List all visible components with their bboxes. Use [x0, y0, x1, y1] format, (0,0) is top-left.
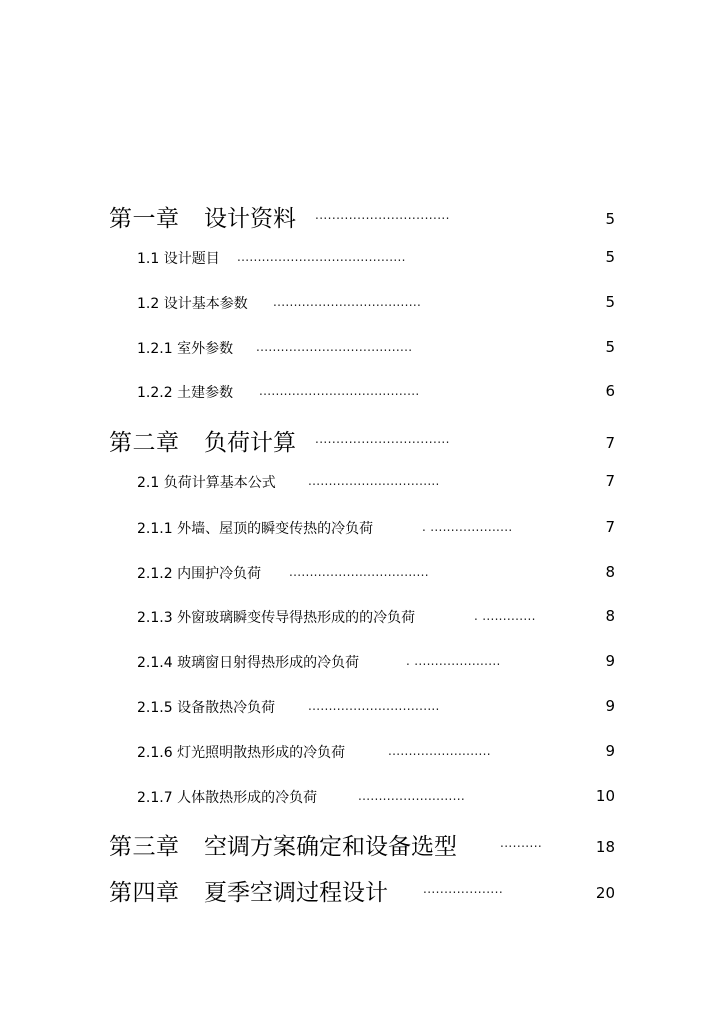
toc-item-text: 1.1 设计题目 [137, 251, 220, 267]
dot-leader: .......................... [358, 789, 465, 803]
dot-leader: ...................................... [256, 340, 413, 354]
page-number: 5 [605, 293, 615, 311]
toc-chapter-2[interactable] [0, 422, 724, 458]
dot-leader: . .................... [422, 520, 513, 534]
chapter-title: 设计资料 [204, 206, 296, 232]
toc-item-1-2-2[interactable] [0, 382, 724, 418]
dot-leader: ................................ [315, 208, 450, 222]
dot-leader: ................................ [308, 699, 440, 713]
dot-leader: .................................... [273, 295, 422, 309]
toc-item-text: 2.1.1 外墙、屋顶的瞬变传热的冷负荷 [137, 521, 374, 537]
page-number: 5 [605, 338, 615, 356]
toc-chapter-3[interactable] [0, 826, 724, 862]
page-number: 9 [605, 652, 615, 670]
page-number: 5 [605, 210, 615, 228]
toc-item-text: 2.1.5 设备散热冷负荷 [137, 700, 276, 716]
dot-leader: . ..................... [406, 654, 501, 668]
dot-leader: .......... [500, 836, 543, 850]
toc-item-2-1-6[interactable] [0, 742, 724, 778]
dot-leader: ................................ [308, 474, 440, 488]
dot-leader: ......................................... [237, 250, 406, 264]
page-number: 20 [595, 884, 615, 902]
toc-item-text: 1.2 设计基本参数 [137, 296, 248, 312]
dot-leader: .................................. [289, 565, 429, 579]
toc-item-2-1-7[interactable] [0, 787, 724, 823]
chapter-title: 负荷计算 [204, 430, 296, 456]
toc-item-text: 2.1.6 灯光照明散热形成的冷负荷 [137, 745, 346, 761]
chapter-label: 第四章 [109, 880, 180, 906]
toc-chapter-4[interactable] [0, 872, 724, 908]
dot-leader: . ............. [474, 609, 536, 623]
page-number: 18 [595, 838, 615, 856]
page-number: 5 [605, 248, 615, 266]
chapter-title: 空调方案确定和设备选型 [204, 834, 457, 860]
dot-leader: ......................... [388, 744, 491, 758]
chapter-label: 第二章 [109, 430, 180, 456]
toc-item-2-1-4[interactable] [0, 652, 724, 688]
dot-leader: ................................ [315, 432, 450, 446]
chapter-label: 第三章 [109, 834, 180, 860]
toc-item-text: 2.1.3 外窗玻璃瞬变传导得热形成的的冷负荷 [137, 610, 416, 626]
page-number: 10 [595, 787, 615, 805]
toc-item-text: 1.2.1 室外参数 [137, 341, 234, 357]
toc-item-2-1[interactable] [0, 472, 724, 508]
toc-item-text: 2.1.7 人体散热形成的冷负荷 [137, 790, 318, 806]
dot-leader: ....................................... [259, 384, 420, 398]
toc-item-2-1-2[interactable] [0, 563, 724, 599]
toc-item-2-1-1[interactable] [0, 518, 724, 554]
toc-item-text: 1.2.2 土建参数 [137, 385, 234, 401]
page-number: 8 [605, 607, 615, 625]
page-number: 7 [605, 472, 615, 490]
page-number: 6 [605, 382, 615, 400]
chapter-label: 第一章 [109, 206, 180, 232]
toc-item-2-1-3[interactable] [0, 607, 724, 643]
toc-chapter-1[interactable] [0, 198, 724, 234]
page-number: 8 [605, 563, 615, 581]
toc-item-1-1[interactable] [0, 248, 724, 284]
page-number: 9 [605, 742, 615, 760]
page-number: 9 [605, 697, 615, 715]
dot-leader: ................... [423, 882, 504, 896]
toc-item-text: 2.1.2 内围护冷负荷 [137, 566, 262, 582]
toc-item-text: 2.1.4 玻璃窗日射得热形成的冷负荷 [137, 655, 360, 671]
page-number: 7 [605, 434, 615, 452]
chapter-title: 夏季空调过程设计 [204, 880, 388, 906]
page-number: 7 [605, 518, 615, 536]
toc-item-1-2-1[interactable] [0, 338, 724, 374]
toc-item-2-1-5[interactable] [0, 697, 724, 733]
toc-item-1-2[interactable] [0, 293, 724, 329]
toc-item-text: 2.1 负荷计算基本公式 [137, 475, 276, 491]
